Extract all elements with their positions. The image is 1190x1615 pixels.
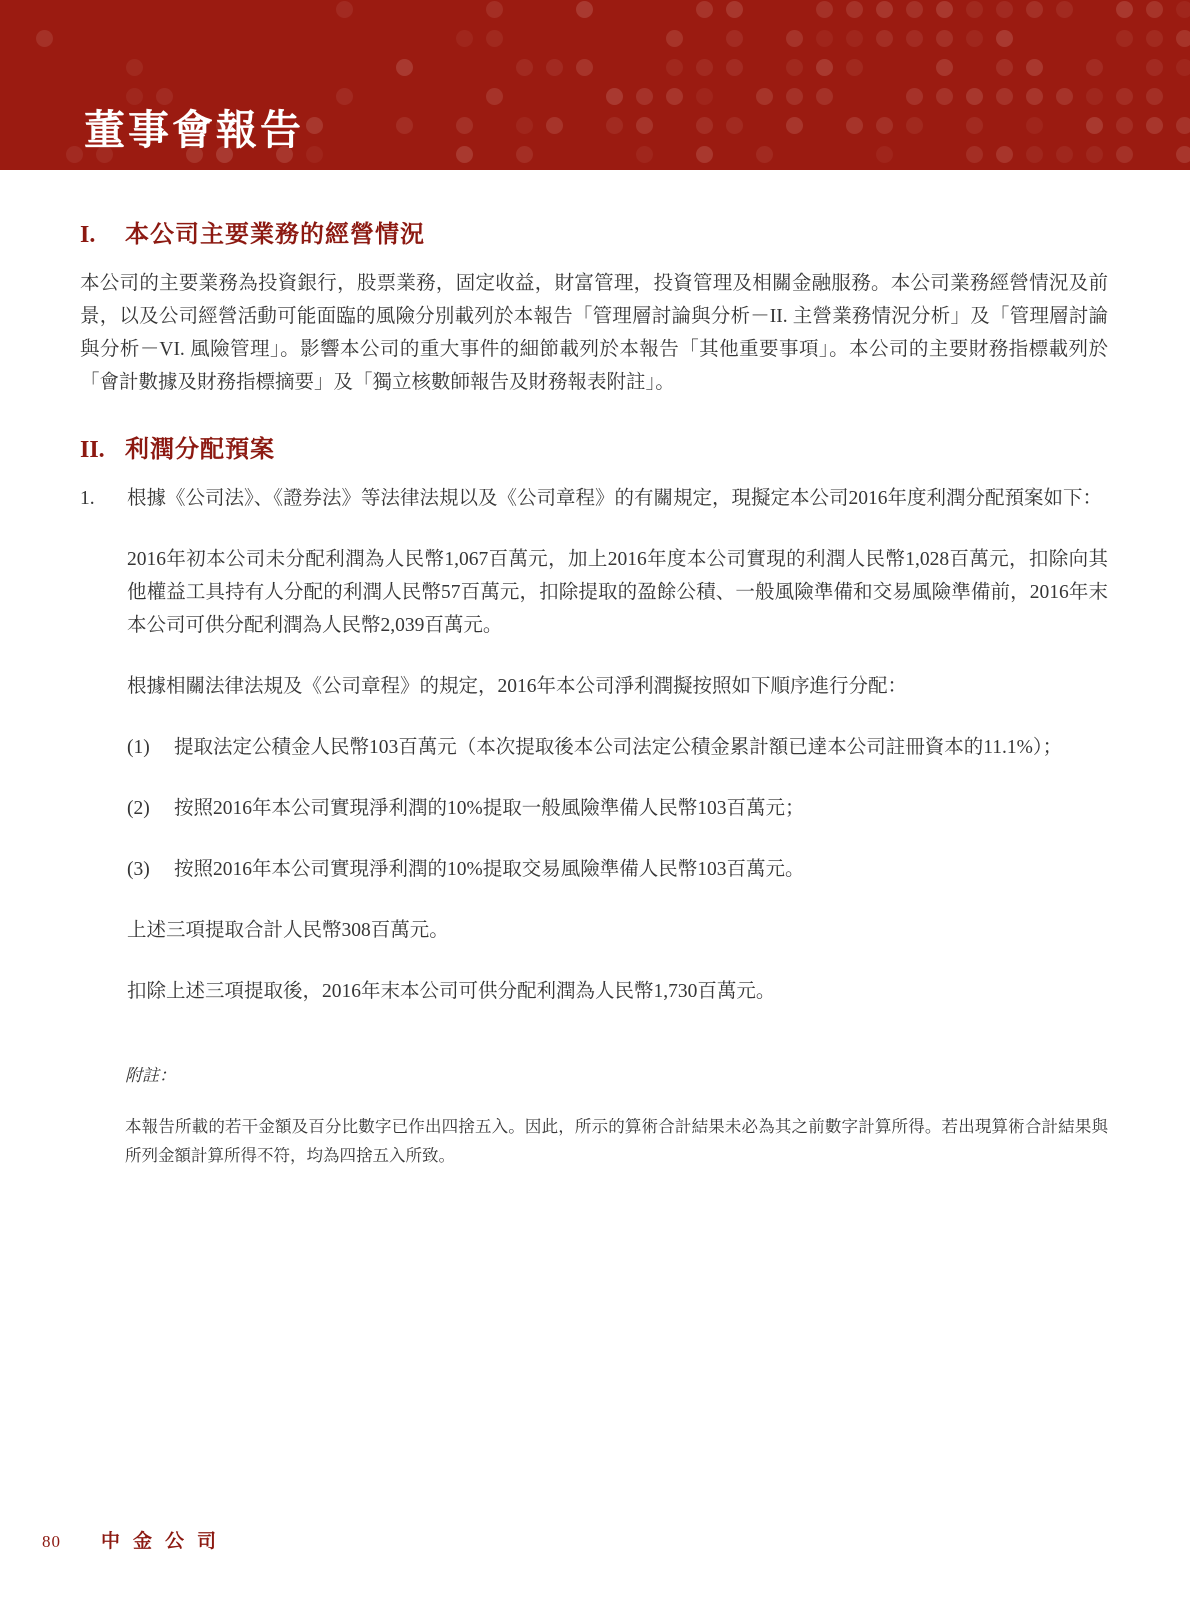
- banner-dot: [816, 88, 833, 105]
- banner-dot: [636, 88, 653, 105]
- banner-dot: [606, 117, 623, 134]
- banner-dot: [1086, 146, 1103, 163]
- banner-dot: [846, 117, 863, 134]
- banner-dot: [546, 59, 563, 76]
- banner-dot: [306, 117, 323, 134]
- banner-dot: [126, 59, 143, 76]
- banner-dot: [696, 59, 713, 76]
- banner-dot: [1116, 88, 1133, 105]
- item-marker: 1.: [80, 488, 95, 509]
- banner-dot: [1146, 88, 1163, 105]
- banner-dot: [486, 1, 503, 18]
- banner-dot: [1146, 1, 1163, 18]
- banner-dot: [1026, 88, 1043, 105]
- banner-dot: [906, 1, 923, 18]
- section-title: 本公司主要業務的經營情況: [125, 222, 425, 248]
- banner-dot: [1176, 1, 1190, 18]
- item-intro: 根據《公司法》、《證券法》等法律法規以及《公司章程》的有關規定，現擬定本公司2016年度利潤分配預案如下：: [127, 488, 1103, 509]
- banner-dot: [636, 146, 653, 163]
- banner-dot: [1116, 1, 1133, 18]
- section-title: 利潤分配預案: [125, 437, 275, 463]
- subitem-text: 提取法定公積金人民幣103百萬元（本次提取後本公司法定公積金累計額已達本公司註冊資本的11.1%）；: [174, 737, 1063, 758]
- banner-dot: [966, 88, 983, 105]
- banner-dot: [816, 59, 833, 76]
- banner-dot: [1116, 117, 1133, 134]
- total-appropriation-paragraph: 上述三項提取合計人民幣308百萬元。: [127, 920, 449, 941]
- banner-dot: [786, 117, 803, 134]
- section-numeral: II.: [80, 437, 105, 463]
- notes-label: 附註：: [125, 1066, 176, 1085]
- banner-dot: [906, 30, 923, 47]
- banner-dot: [1146, 30, 1163, 47]
- banner-dot: [696, 1, 713, 18]
- company-name: 中金公司: [101, 1531, 230, 1552]
- section-heading: [80, 220, 1108, 250]
- banner-dot: [1176, 146, 1190, 163]
- banner-dot: [876, 117, 893, 134]
- banner-dot: [696, 117, 713, 134]
- banner-dot: [966, 117, 983, 134]
- banner-dot: [1086, 117, 1103, 134]
- banner-dot: [66, 146, 83, 163]
- banner-dot: [846, 30, 863, 47]
- banner-dot: [816, 30, 833, 47]
- content: [0, 170, 1190, 1170]
- banner-dot: [936, 1, 953, 18]
- page-title: 董事會報告: [84, 107, 304, 153]
- banner-dot: [1026, 146, 1043, 163]
- subitem-marker: (2): [127, 798, 150, 819]
- banner-dot: [1056, 1, 1073, 18]
- banner-dot: [1086, 59, 1103, 76]
- banner-dot: [546, 117, 563, 134]
- numbered-item-1: [80, 482, 1108, 1008]
- banner-dot: [756, 146, 773, 163]
- item-body: [127, 482, 1108, 1008]
- subitem-1: [127, 731, 1108, 764]
- banner-dot: [876, 1, 893, 18]
- banner-dot: [516, 59, 533, 76]
- banner-dot: [996, 146, 1013, 163]
- subitem-2: [127, 792, 1108, 825]
- banner-dot: [1176, 30, 1190, 47]
- banner-dot: [726, 1, 743, 18]
- subitem-marker: (3): [127, 859, 150, 880]
- banner-dot: [696, 146, 713, 163]
- banner-dot: [876, 146, 893, 163]
- banner-dot: [576, 59, 593, 76]
- business-overview-paragraph: 本公司的主要業務為投資銀行，股票業務，固定收益，財富管理，投資管理及相關金融服務。本公司業務經營情況及前景，以及公司經營活動可能面臨的風險分別載列於本報告「管理層討論與分析－II. 主營業務情況分析」及「管理層討論與分析－VI. 風險管理」。影響本公司的重大事件的細節載列於本報告「其他重要事項」。本公司的主要財務指標載列於「會計數據及財務指標摘要」及「獨立核數師報告及財務報表附註」。: [80, 273, 1108, 393]
- banner-dot: [1146, 117, 1163, 134]
- banner-dot: [666, 59, 683, 76]
- notes-text: 本報告所載的若干金額及百分比數字已作出四捨五入。因此，所示的算術合計結果未必為其之前數字計算所得。若出現算術合計結果與所列金額計算所得不符，均為四捨五入所致。: [125, 1117, 1108, 1165]
- banner-dot: [996, 88, 1013, 105]
- banner-dot: [1176, 117, 1190, 134]
- banner-dot: [726, 59, 743, 76]
- banner-dot: [966, 30, 983, 47]
- banner-dot: [1026, 117, 1043, 134]
- banner-dot: [966, 146, 983, 163]
- subitem-marker: (1): [127, 737, 150, 758]
- section-heading: [80, 435, 1108, 465]
- section-business-overview: [80, 220, 1108, 399]
- banner-dot: [666, 30, 683, 47]
- banner-dot: [876, 30, 893, 47]
- banner-dot: [906, 88, 923, 105]
- distribution-order-paragraph: 根據相關法律法規及《公司章程》的規定，2016年本公司淨利潤擬按照如下順序進行分配：: [127, 676, 908, 697]
- banner-dot: [336, 1, 353, 18]
- banner-dot: [786, 88, 803, 105]
- banner-dot: [516, 146, 533, 163]
- page-number: 80: [42, 1532, 61, 1551]
- page-footer: [42, 1526, 229, 1553]
- banner-dot: [486, 88, 503, 105]
- banner-dot: [1116, 146, 1133, 163]
- banner-dot: [936, 88, 953, 105]
- banner-dot: [936, 59, 953, 76]
- banner-dot: [816, 1, 833, 18]
- banner-dot: [666, 88, 683, 105]
- banner-dot: [996, 59, 1013, 76]
- banner-dot: [306, 146, 323, 163]
- banner-dot: [636, 117, 653, 134]
- banner-dot: [846, 59, 863, 76]
- banner-dot: [966, 1, 983, 18]
- banner-dot: [396, 117, 413, 134]
- banner-dot: [726, 117, 743, 134]
- banner: [0, 0, 1190, 170]
- subitem-3: [127, 853, 1108, 886]
- banner-dot: [606, 88, 623, 105]
- banner-dot: [576, 1, 593, 18]
- banner-dot: [486, 30, 503, 47]
- banner-dot: [396, 59, 413, 76]
- banner-dot: [786, 30, 803, 47]
- banner-dot: [996, 1, 1013, 18]
- banner-dot: [996, 30, 1013, 47]
- banner-dot: [456, 117, 473, 134]
- section-profit-distribution: [80, 435, 1108, 1008]
- banner-dot: [1056, 88, 1073, 105]
- banner-dot: [456, 30, 473, 47]
- banner-dot: [726, 30, 743, 47]
- banner-dot: [1056, 146, 1073, 163]
- banner-dot: [1116, 30, 1133, 47]
- section-numeral: I.: [80, 222, 96, 248]
- banner-dot: [516, 117, 533, 134]
- retained-profit-paragraph: 2016年初本公司未分配利潤為人民幣1,067百萬元，加上2016年度本公司實現的利潤人民幣1,028百萬元，扣除向其他權益工具持有人分配的利潤人民幣57百萬元，扣除提取的盈餘公積、一般風險準備和交易風險準備前，2016年末本公司可供分配利潤為人民幣2,039百萬元。: [127, 549, 1108, 636]
- subitem-text: 按照2016年本公司實現淨利潤的10%提取一般風險準備人民幣103百萬元；: [174, 798, 805, 819]
- distributable-profit-paragraph: 扣除上述三項提取後，2016年末本公司可供分配利潤為人民幣1,730百萬元。: [127, 981, 776, 1002]
- banner-dot: [1176, 59, 1190, 76]
- banner-dot: [936, 30, 953, 47]
- banner-dot: [36, 30, 53, 47]
- banner-dot: [1026, 59, 1043, 76]
- banner-dot: [336, 88, 353, 105]
- notes: [125, 1064, 1108, 1170]
- banner-dot: [1146, 59, 1163, 76]
- banner-dot: [906, 117, 923, 134]
- subitem-text: 按照2016年本公司實現淨利潤的10%提取交易風險準備人民幣103百萬元。: [174, 859, 805, 880]
- banner-dot: [786, 59, 803, 76]
- banner-dot: [846, 1, 863, 18]
- banner-dot: [1026, 1, 1043, 18]
- banner-dot: [1086, 88, 1103, 105]
- banner-dot: [696, 88, 713, 105]
- banner-dot: [456, 146, 473, 163]
- banner-dot: [756, 88, 773, 105]
